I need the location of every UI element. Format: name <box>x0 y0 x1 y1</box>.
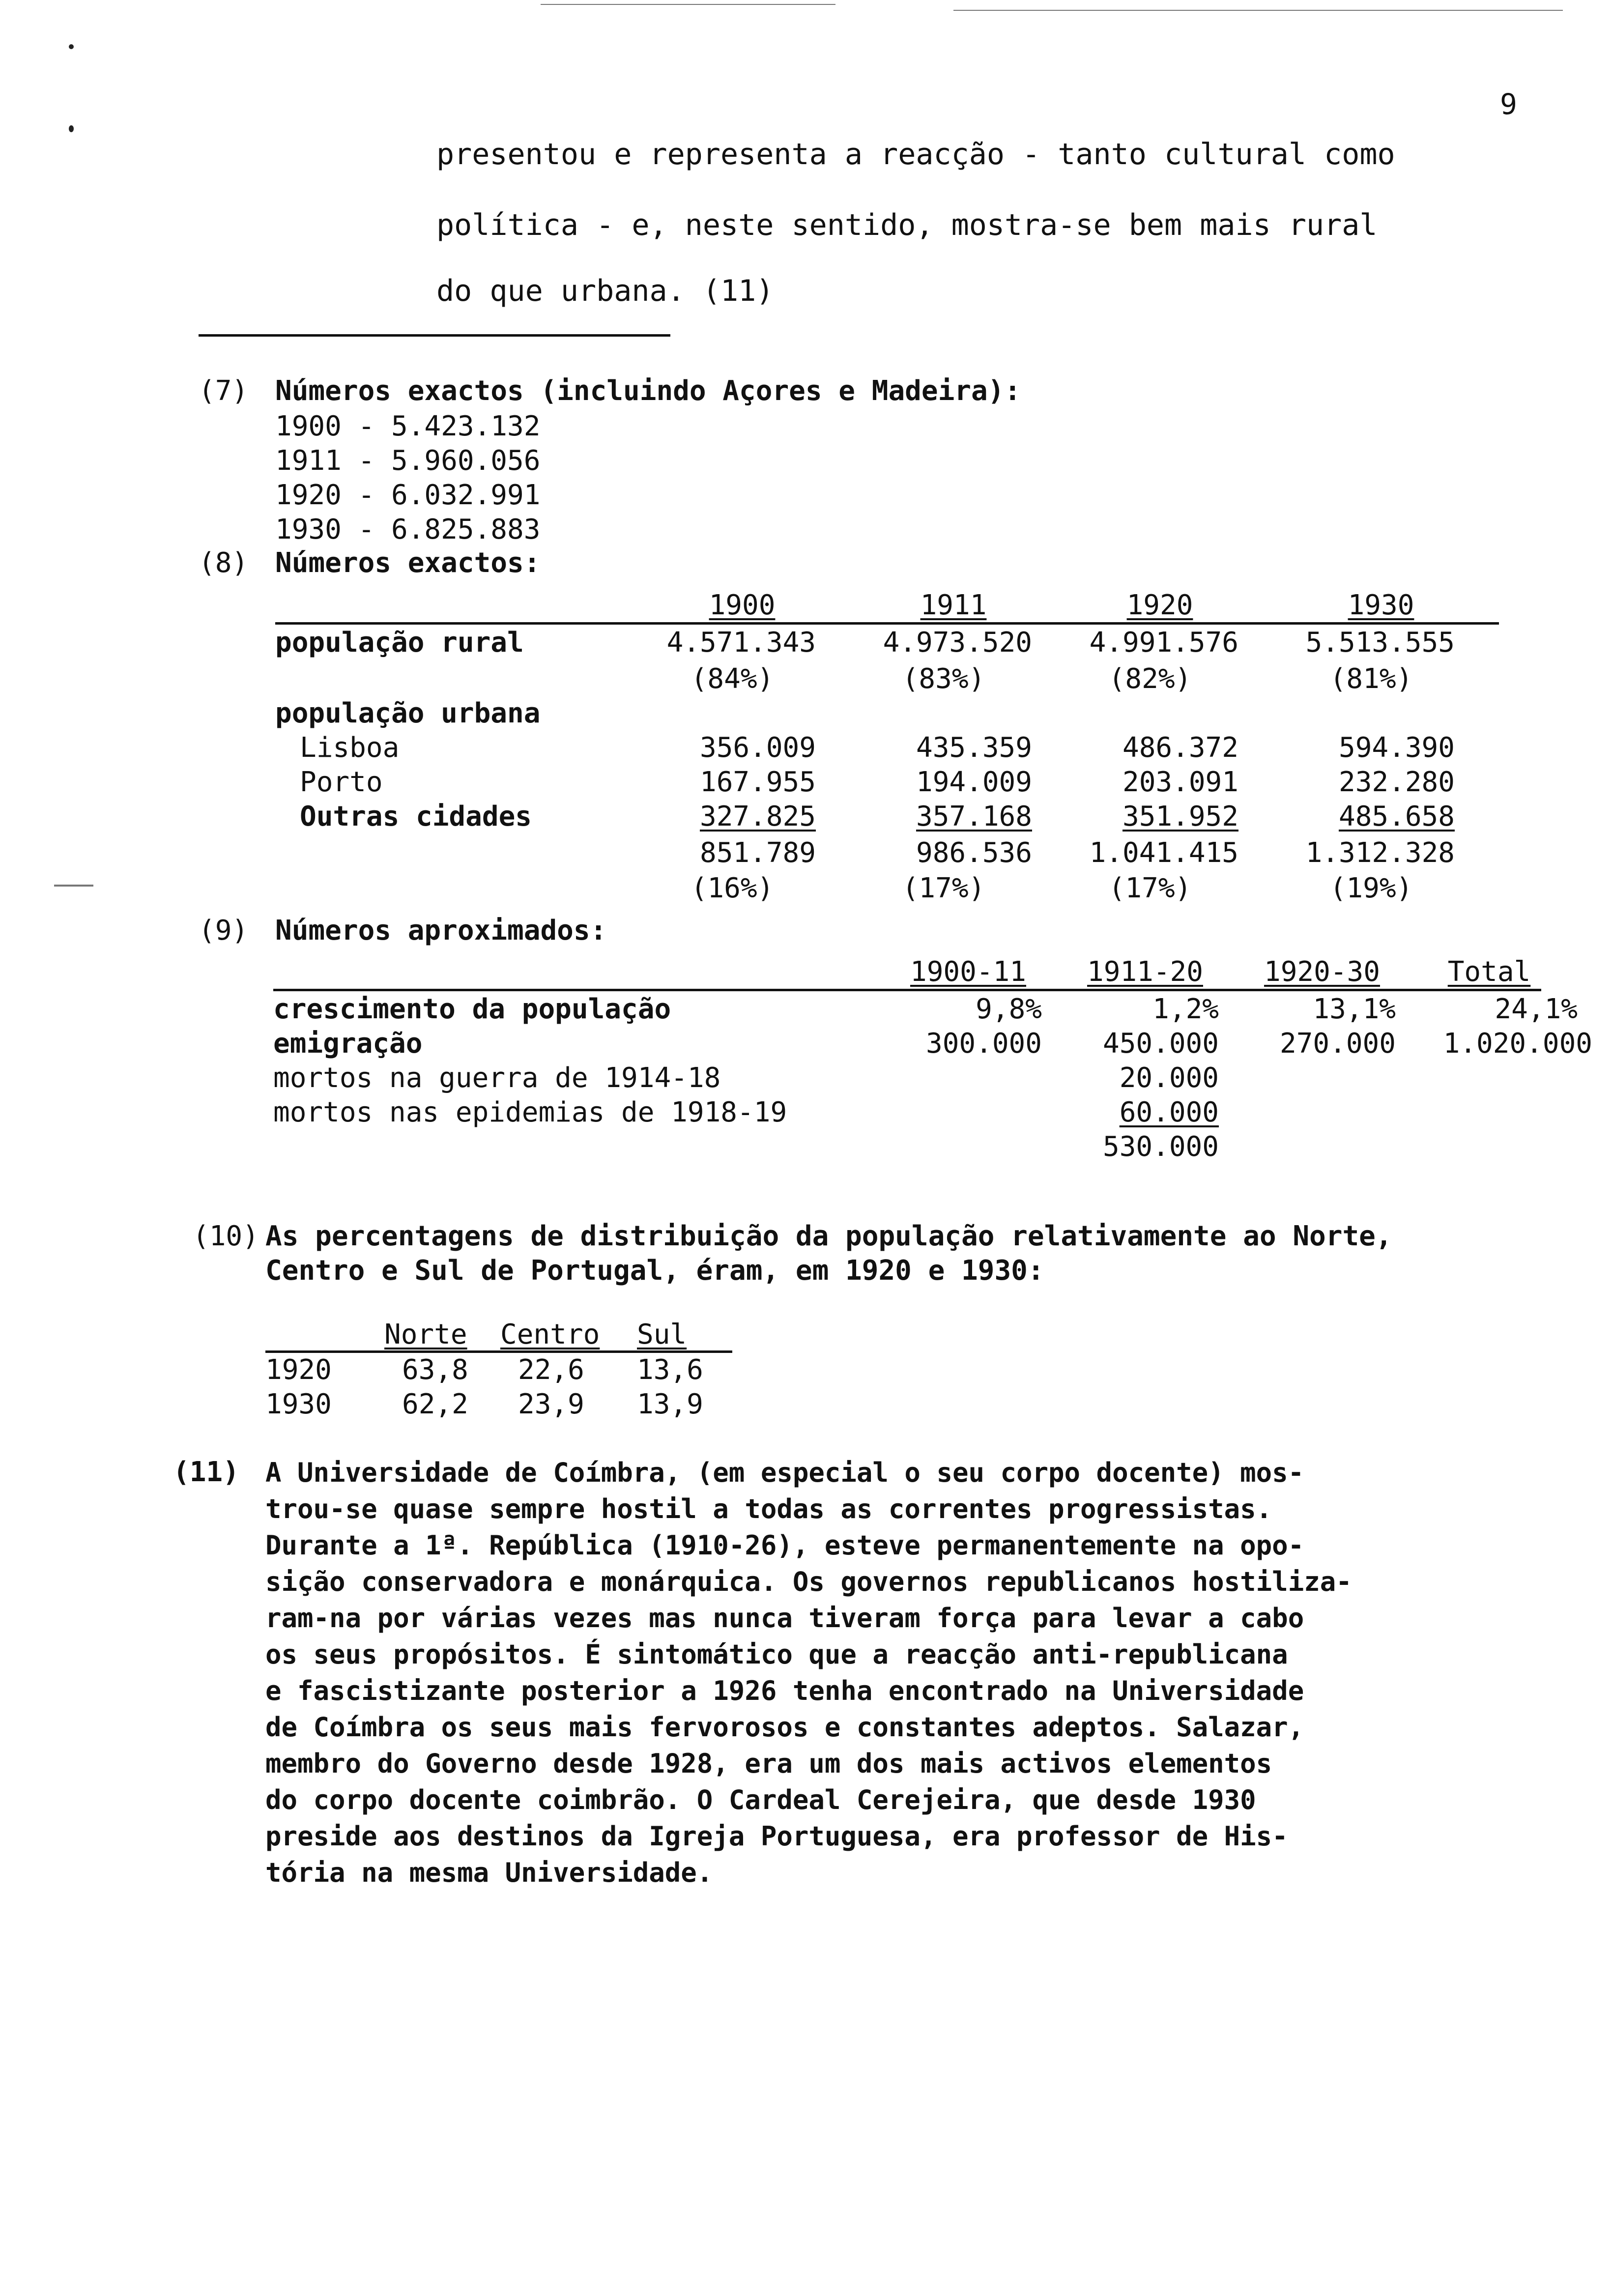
scan-speck <box>54 885 93 887</box>
rural-pct-1900: (84%) <box>691 663 774 695</box>
row-label-rural: população rural <box>275 627 524 659</box>
table-top-rule <box>275 622 1499 625</box>
norte-1930: 62,2 <box>402 1388 468 1420</box>
urban-total-1911: 986.536 <box>916 837 1032 869</box>
outras-1930: 485.658 <box>1338 801 1455 832</box>
crescimento-total: 24,1% <box>1495 993 1578 1025</box>
col-header-sul: Sul <box>637 1319 687 1350</box>
porto-1920: 203.091 <box>1122 766 1238 798</box>
col-header-1900-11: 1900-11 <box>910 956 1026 988</box>
urban-pct-1900: (16%) <box>691 872 774 904</box>
urban-total-1900: 851.789 <box>699 837 816 869</box>
sul-1930: 13,9 <box>637 1388 703 1420</box>
note-7-line-1911: 1911 - 5.960.056 <box>275 445 541 477</box>
note-11-line-1: A Universidade de Coímbra, (em especial o seu corpo docente) mos- <box>265 1457 1304 1488</box>
lisboa-1900: 356.009 <box>699 732 816 764</box>
col-header-norte: Norte <box>384 1319 467 1350</box>
note-7-line-1920: 1920 - 6.032.991 <box>275 479 541 511</box>
col-header-1911: 1911 <box>920 589 987 621</box>
lisboa-1920: 486.372 <box>1122 732 1238 764</box>
outras-1920: 351.952 <box>1122 801 1238 832</box>
note-11-line-2: trou-se quase sempre hostil a todas as correntes progressistas. <box>265 1493 1272 1524</box>
col-header-total: Total <box>1447 956 1531 988</box>
note-11-line-5: ram-na por várias vezes mas nunca tiveram força para levar a cabo <box>265 1603 1304 1634</box>
body-line-3: do que urbana. (11) <box>436 274 774 308</box>
row-label-mortos-guerra: mortos na guerra de 1914-18 <box>273 1062 721 1094</box>
porto-1930: 232.280 <box>1338 766 1455 798</box>
row-label-emigracao: emigração <box>273 1028 423 1060</box>
col-header-1930: 1930 <box>1348 589 1414 621</box>
note-9-marker: (9) <box>199 915 249 947</box>
col-header-1911-20: 1911-20 <box>1087 956 1203 988</box>
row-label-outras: Outras cidades <box>300 801 532 832</box>
footnote-separator <box>199 334 670 337</box>
crescimento-1920-30: 13,1% <box>1313 993 1396 1025</box>
note-7-marker: (7) <box>199 375 249 407</box>
rural-pct-1920: (82%) <box>1108 663 1192 695</box>
note-11-line-4: sição conservadora e monárquica. Os governos republicanos hostiliza- <box>265 1566 1352 1597</box>
row-label-crescimento: crescimento da população <box>273 993 671 1025</box>
rural-1920: 4.991.576 <box>1089 627 1238 659</box>
crescimento-1900-11: 9,8% <box>976 993 1042 1025</box>
col-header-centro: Centro <box>500 1319 600 1350</box>
rural-1930: 5.513.555 <box>1305 627 1455 659</box>
emigracao-1900-11: 300.000 <box>925 1028 1042 1060</box>
crescimento-1911-20: 1,2% <box>1152 993 1219 1025</box>
body-line-2: política - e, neste sentido, mostra-se bem mais rural <box>436 208 1378 242</box>
note-11-line-7: e fascistizante posterior a 1926 tenha encontrado na Universidade <box>265 1675 1304 1706</box>
col-header-1920-30: 1920-30 <box>1264 956 1380 988</box>
porto-1900: 167.955 <box>699 766 816 798</box>
urban-total-1930: 1.312.328 <box>1305 837 1455 869</box>
rural-pct-1930: (81%) <box>1329 663 1413 695</box>
row-label-porto: Porto <box>300 766 383 798</box>
col-header-1920: 1920 <box>1126 589 1193 621</box>
row-label-urban: população urbana <box>275 697 541 729</box>
note-7-heading: Números exactos (incluindo Açores e Madeira): <box>275 375 1021 407</box>
rural-1900: 4.571.343 <box>666 627 816 659</box>
outras-1911: 357.168 <box>916 801 1032 832</box>
col-header-1900: 1900 <box>709 589 776 621</box>
mortos-epidemias-1911-20: 60.000 <box>1119 1096 1219 1128</box>
scan-speck <box>69 44 74 49</box>
lisboa-1930: 594.390 <box>1338 732 1455 764</box>
emigracao-1920-30: 270.000 <box>1279 1028 1396 1060</box>
row-year-1920: 1920 <box>265 1354 332 1386</box>
note-11-paragraph <box>265 1455 1592 1891</box>
note-11-marker: (11) <box>173 1456 239 1488</box>
note-8-marker: (8) <box>199 547 249 579</box>
urban-pct-1911: (17%) <box>902 872 985 904</box>
rural-1911: 4.973.520 <box>883 627 1032 659</box>
note-10-line-1: As percentagens de distribuição da população relativamente ao Norte, <box>265 1220 1392 1252</box>
scan-speck <box>69 125 74 132</box>
urban-pct-1930: (19%) <box>1329 872 1413 904</box>
urban-total-1920: 1.041.415 <box>1089 837 1238 869</box>
note-8-heading: Números exactos: <box>275 547 541 579</box>
note-7-line-1930: 1930 - 6.825.883 <box>275 514 541 545</box>
note-10-line-2: Centro e Sul de Portugal, éram, em 1920 e 1930: <box>265 1255 1044 1287</box>
page-number: 9 <box>1500 87 1517 121</box>
row-label-mortos-epidemias: mortos nas epidemias de 1918-19 <box>273 1096 787 1128</box>
note-11-line-3: Durante a 1ª. República (1910-26), esteve permanentemente na opo- <box>265 1530 1304 1561</box>
scan-edge-line <box>953 10 1563 11</box>
body-line-1: presentou e representa a reacção - tanto cultural como <box>436 137 1395 172</box>
row-label-lisboa: Lisboa <box>300 732 400 764</box>
subtotal-1911-20: 530.000 <box>1102 1131 1219 1163</box>
note-11-line-8: de Coímbra os seus mais fervorosos e constantes adeptos. Salazar, <box>265 1712 1304 1743</box>
note-11-line-11: preside aos destinos da Igreja Portuguesa, era professor de His- <box>265 1821 1288 1852</box>
note-7-line-1900: 1900 - 5.423.132 <box>275 410 541 442</box>
centro-1920: 22,6 <box>518 1354 584 1386</box>
sul-1920: 13,6 <box>637 1354 703 1386</box>
note-11-line-10: do corpo docente coimbrão. O Cardeal Cerejeira, que desde 1930 <box>265 1784 1256 1815</box>
scan-edge-line <box>541 4 835 5</box>
emigracao-total: 1.020.000 <box>1443 1028 1592 1060</box>
outras-1900: 327.825 <box>699 801 816 832</box>
note-10-marker: (10) <box>193 1220 259 1252</box>
emigracao-1911-20: 450.000 <box>1102 1028 1219 1060</box>
mortos-guerra-1911-20: 20.000 <box>1119 1062 1219 1094</box>
note-11-line-9: membro do Governo desde 1928, era um dos mais activos elementos <box>265 1748 1272 1779</box>
porto-1911: 194.009 <box>916 766 1032 798</box>
table-top-rule <box>273 989 1541 991</box>
row-year-1930: 1930 <box>265 1388 332 1420</box>
rural-pct-1911: (83%) <box>902 663 985 695</box>
note-11-line-12: tória na mesma Universidade. <box>265 1857 713 1888</box>
norte-1920: 63,8 <box>402 1354 468 1386</box>
centro-1930: 23,9 <box>518 1388 584 1420</box>
lisboa-1911: 435.359 <box>916 732 1032 764</box>
note-9-heading: Números aproximados: <box>275 915 607 947</box>
urban-pct-1920: (17%) <box>1108 872 1192 904</box>
note-11-line-6: os seus propósitos. É sintomático que a reacção anti-republicana <box>265 1639 1288 1670</box>
